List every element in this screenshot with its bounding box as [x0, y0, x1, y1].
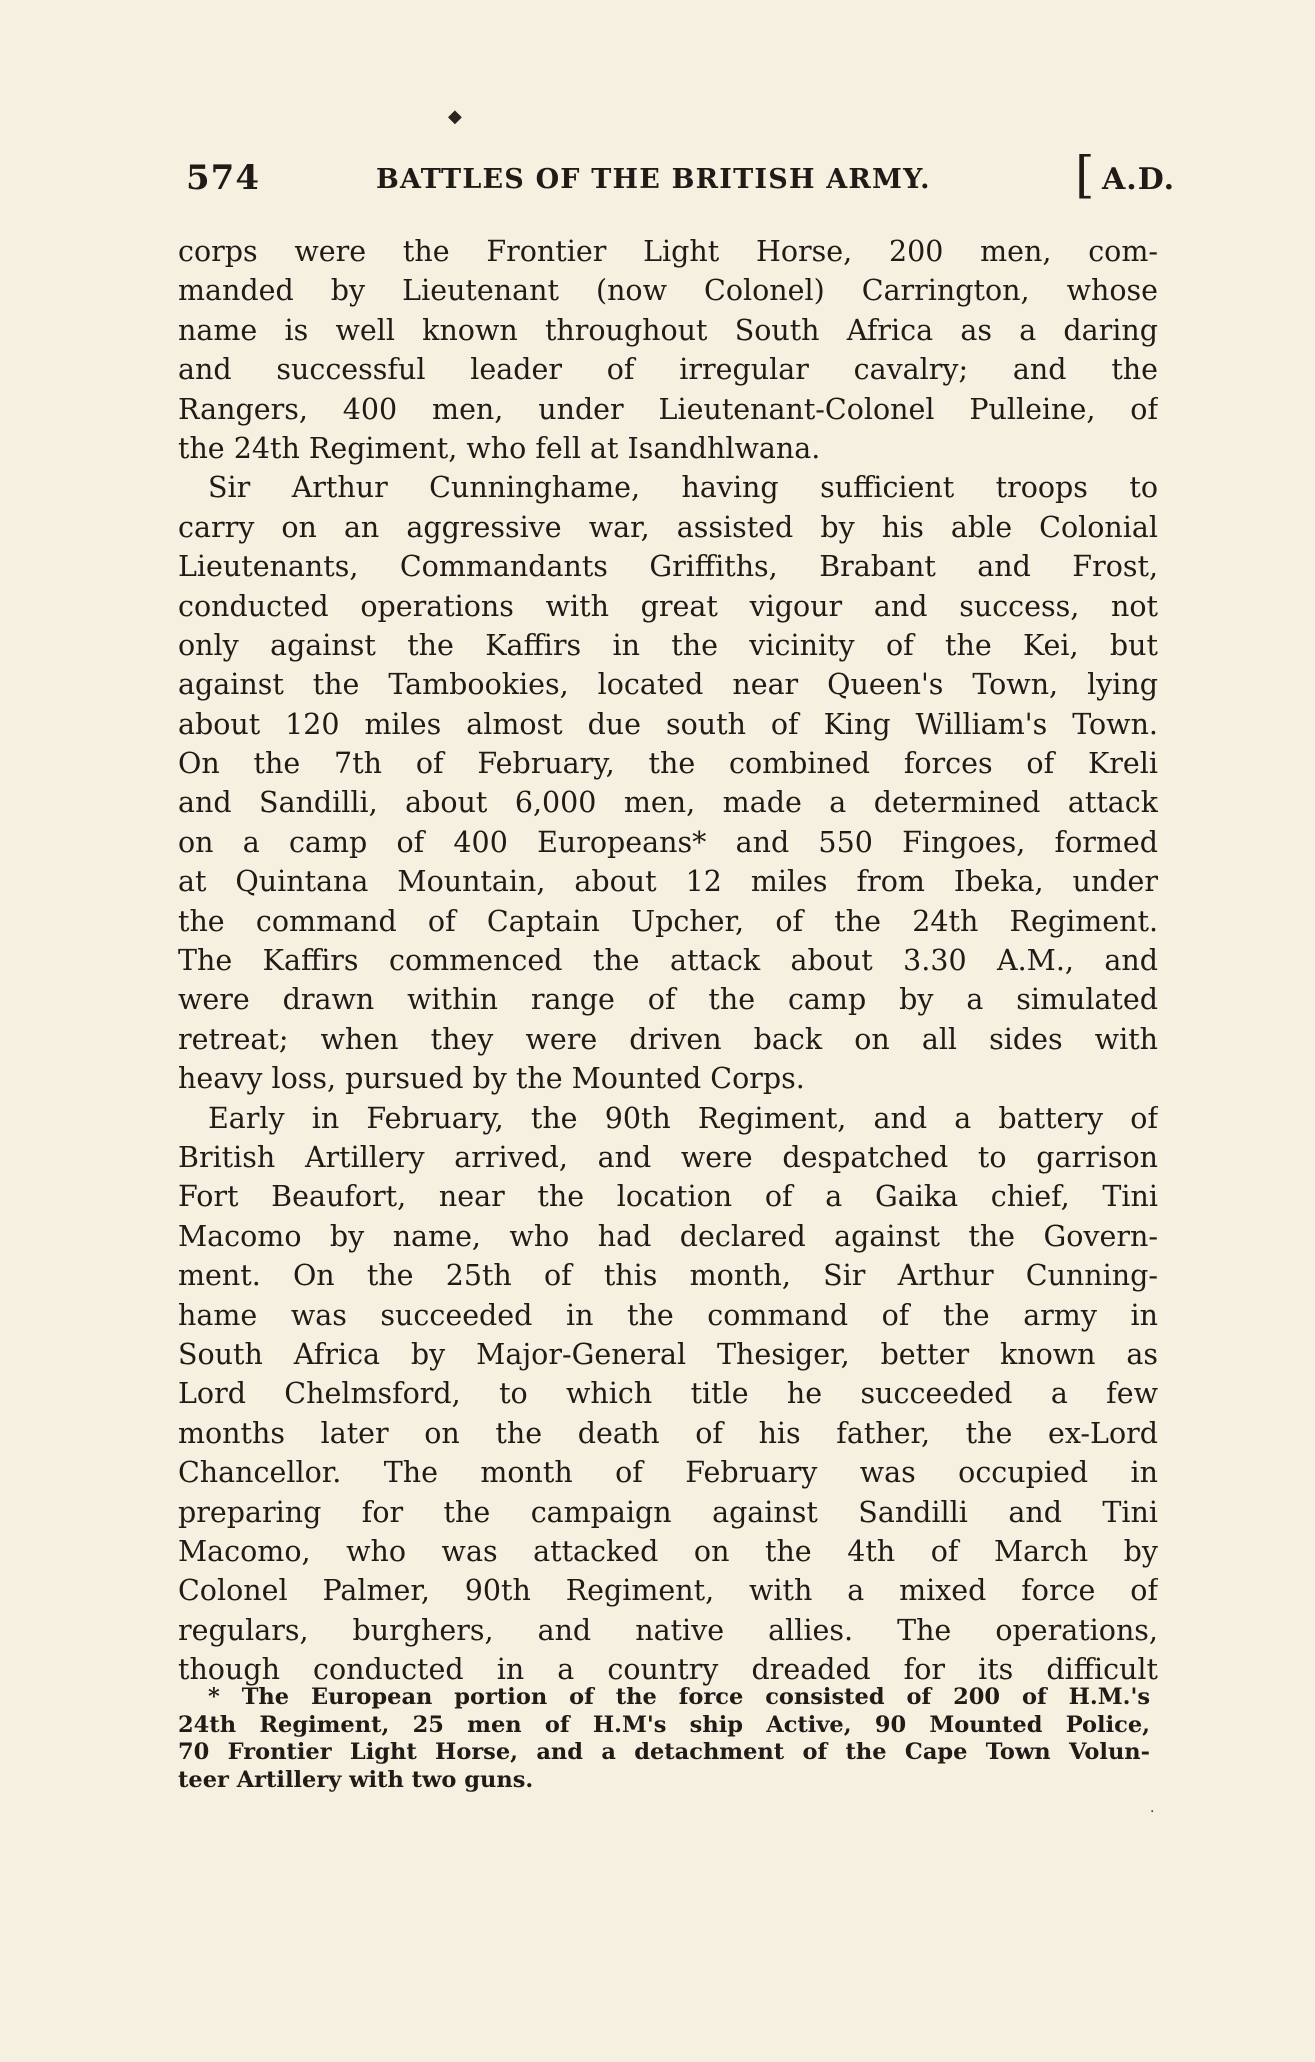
body-line: British Artillery arrived, and were despatched to garrison: [178, 1140, 1158, 1174]
body-line: manded by Lieutenant (now Colonel) Carrington, whose: [178, 274, 1158, 308]
body-line: name is well known throughout South Africa as a daring: [178, 313, 1158, 347]
header-date-label: A.D.: [1102, 162, 1176, 197]
footnote-line: teer Artillery with two guns.: [178, 1766, 534, 1793]
body-line: hame was succeeded in the command of the army in: [178, 1298, 1158, 1332]
body-line: South Africa by Major-General Thesiger, better known as: [178, 1337, 1158, 1371]
body-line: at Quintana Mountain, about 12 miles from Ibeka, under: [178, 865, 1158, 899]
body-line: on a camp of 400 Europeans* and 550 Fingoes, formed: [178, 825, 1158, 859]
body-line: carry on an aggressive war, assisted by his able Colonial: [178, 510, 1158, 544]
body-text: [178, 232, 1158, 1689]
footnote-line: 24th Regiment, 25 men of H.M's ship Active, 90 Mounted Police,: [178, 1711, 1150, 1738]
footnote: [178, 1684, 1150, 1794]
running-title: BATTLES OF THE BRITISH ARMY.: [376, 164, 931, 195]
body-line: Lieutenants, Commandants Griffiths, Brabant and Frost,: [178, 550, 1158, 584]
body-line: the command of Captain Upcher, of the 24th Regiment.: [178, 904, 1158, 938]
body-line: heavy loss, pursued by the Mounted Corps.: [178, 1062, 805, 1096]
page-number: 574: [186, 158, 260, 198]
body-line: Chancellor. The month of February was occupied in: [178, 1456, 1158, 1490]
footnote-line: 70 Frontier Light Horse, and a detachment of the Cape Town Volun-: [178, 1739, 1150, 1765]
body-line: Sir Arthur Cunninghame, having sufficient troops to: [208, 471, 1158, 505]
page-header: [186, 146, 1176, 210]
body-line: conducted operations with great vigour and success, not: [178, 589, 1158, 623]
body-line: Early in February, the 90th Regiment, and a battery of: [208, 1101, 1158, 1135]
stray-mark: .: [1150, 1800, 1155, 1816]
footnote-line: * The European portion of the force consisted of 200 of H.M.'s: [208, 1684, 1150, 1710]
body-line: and successful leader of irregular cavalry; and the: [178, 353, 1158, 387]
body-line: against the Tambookies, located near Queen's Town, lying: [178, 668, 1158, 702]
body-line: and Sandilli, about 6,000 men, made a determined attack: [178, 786, 1158, 820]
body-line: months later on the death of his father, the ex-Lord: [178, 1416, 1158, 1450]
body-line: retreat; when they were driven back on all sides with: [178, 1022, 1158, 1056]
body-line: though conducted in a country dreaded for its difficult: [178, 1653, 1158, 1687]
header-bracket: [: [1075, 146, 1095, 204]
body-line: ment. On the 25th of this month, Sir Arthur Cunning-: [178, 1259, 1158, 1293]
body-line: preparing for the campaign against Sandilli and Tini: [178, 1495, 1158, 1529]
body-line: corps were the Frontier Light Horse, 200 men, com-: [178, 235, 1158, 268]
body-line: the 24th Regiment, who fell at Isandhlwana.: [178, 431, 821, 465]
body-line: Macomo, who was attacked on the 4th of March by: [178, 1534, 1158, 1568]
printer-mark: ◆: [448, 106, 462, 127]
body-line: were drawn within range of the camp by a simulated: [178, 983, 1158, 1017]
body-line: about 120 miles almost due south of King William's Town.: [178, 707, 1158, 741]
body-line: only against the Kaffirs in the vicinity of the Kei, but: [178, 628, 1158, 662]
body-line: The Kaffirs commenced the attack about 3.30 A.M., and: [178, 944, 1158, 978]
body-line: Lord Chelmsford, to which title he succeeded a few: [178, 1377, 1158, 1411]
body-line: Rangers, 400 men, under Lieutenant-Colonel Pulleine, of: [178, 392, 1158, 426]
body-line: Colonel Palmer, 90th Regiment, with a mixed force of: [178, 1574, 1158, 1608]
body-line: On the 7th of February, the combined forces of Kreli: [178, 747, 1158, 781]
body-line: Macomo by name, who had declared against the Govern-: [178, 1219, 1158, 1253]
body-line: Fort Beaufort, near the location of a Gaika chief, Tini: [178, 1180, 1158, 1214]
body-line: regulars, burghers, and native allies. The operations,: [178, 1613, 1158, 1647]
